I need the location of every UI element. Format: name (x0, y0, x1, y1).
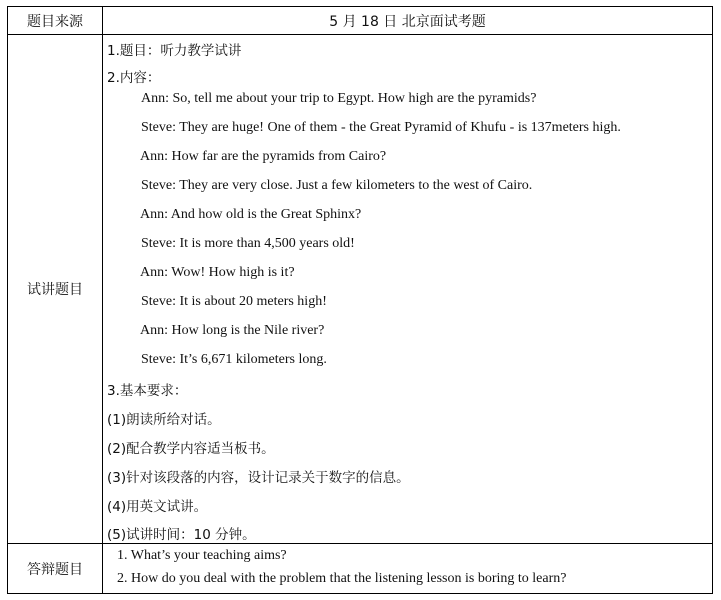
requirements-heading: 3.基本要求： (107, 383, 188, 399)
defense-label: 答辩题目 (8, 544, 103, 593)
dialogue-line: Steve: They are huge! One of them - the Great Pyramid of Khufu - is 137meters high. (141, 120, 621, 135)
topic-line: 1.题目：听力教学试讲 (107, 43, 242, 59)
requirement-item: (1)朗读所给对话。 (107, 412, 221, 428)
header-row (8, 7, 712, 35)
teaching-label: 试讲题目 (8, 35, 103, 543)
source-label: 题目来源 (8, 7, 103, 34)
requirement-item: (5)试讲时间：10 分钟。 (107, 527, 256, 543)
requirement-item: (4)用英文试讲。 (107, 499, 208, 515)
dialogue-line: Steve: It’s 6,671 kilometers long. (141, 352, 327, 367)
requirement-item: (2)配合教学内容适当板书。 (107, 441, 275, 457)
dialogue-line: Ann: Wow! How high is it? (140, 265, 295, 280)
requirement-item: (3)针对该段落的内容，设计记录关于数字的信息。 (107, 470, 410, 486)
content-heading: 2.内容： (107, 70, 161, 86)
dialogue-line: Steve: It is about 20 meters high! (141, 294, 327, 309)
defense-content (103, 544, 712, 593)
defense-row (8, 544, 712, 593)
page-title: 5 月 18 日 北京面试考题 (329, 13, 486, 30)
dialogue-line: Steve: They are very close. Just a few kilometers to the west of Cairo. (141, 178, 533, 193)
dialogue-line: Ann: So, tell me about your trip to Egypt. How high are the pyramids? (141, 91, 537, 106)
dialogue-line: Steve: It is more than 4,500 years old! (141, 236, 355, 251)
defense-question: 1. What’s your teaching aims? (117, 548, 287, 563)
dialogue-line: Ann: And how old is the Great Sphinx? (140, 207, 362, 222)
dialogue-line: Ann: How far are the pyramids from Cairo? (140, 149, 387, 164)
dialogue-line: Ann: How long is the Nile river? (140, 323, 325, 338)
teaching-content (103, 35, 712, 543)
defense-question: 2. How do you deal with the problem that the listening lesson is boring to learn? (117, 571, 567, 586)
teaching-row (8, 35, 712, 544)
question-table (7, 6, 713, 594)
